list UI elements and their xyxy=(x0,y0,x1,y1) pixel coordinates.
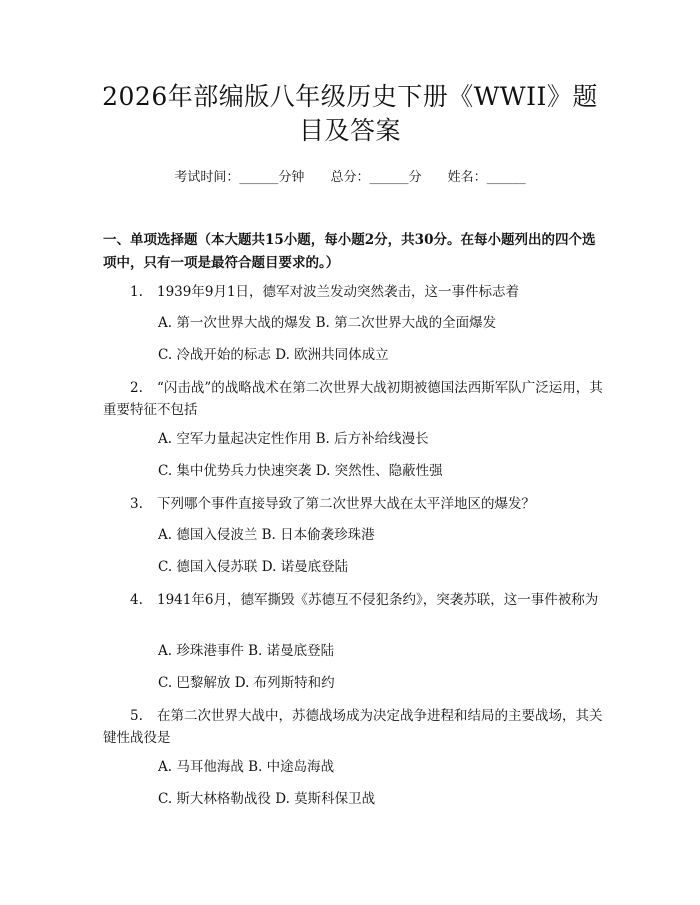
exam-score-field: 总分：______分 xyxy=(330,170,422,185)
exam-info xyxy=(0,169,700,187)
exam-time-field: 考试时间：______分钟 xyxy=(174,170,305,185)
question-text: 1939年9月1日，德军对波兰发动突然袭击，这一事件标志着 xyxy=(157,284,520,300)
document-title: 2026年部编版八年级历史下册《WWII》题目及答案 xyxy=(102,82,598,145)
question-1-options-row-2: C. 冷战开始的标志 D. 欧洲共同体成立 xyxy=(158,347,389,363)
question-number: 3. xyxy=(130,496,143,512)
question-text: 1941年6月，德军撕毁《苏德互不侵犯条约》，突袭苏联，这一事件被称为 xyxy=(157,592,599,608)
question-text: “闪击战”的战略战术在第二次世界大战初期被德国法西斯军队广泛运用，其重要特征不包括 xyxy=(103,380,603,418)
question-3 xyxy=(103,493,603,515)
question-4-options-row-1: A. 珍珠港事件 B. 诺曼底登陆 xyxy=(158,643,335,659)
question-2 xyxy=(103,377,603,421)
question-3-options-row-2: C. 德国入侵苏联 D. 诺曼底登陆 xyxy=(158,559,349,575)
question-4 xyxy=(103,589,603,611)
question-2-options-row-2: C. 集中优势兵力快速突袭 D. 突然性、隐蔽性强 xyxy=(158,463,443,479)
question-number: 1. xyxy=(130,284,143,300)
exam-name-field: 姓名：______ xyxy=(447,170,526,185)
question-5-options-row-2: C. 斯大林格勒战役 D. 莫斯科保卫战 xyxy=(158,791,376,807)
question-1-options-row-1: A. 第一次世界大战的爆发 B. 第二次世界大战的全面爆发 xyxy=(158,315,497,331)
question-5-options-row-1: A. 马耳他海战 B. 中途岛海战 xyxy=(158,759,335,775)
question-3-options-row-1: A. 德国入侵波兰 B. 日本偷袭珍珠港 xyxy=(158,527,375,543)
question-5 xyxy=(103,705,603,749)
question-2-options-row-1: A. 空军力量起决定性作用 B. 后方补给线漫长 xyxy=(158,431,429,447)
question-4-options-row-2: C. 巴黎解放 D. 布列斯特和约 xyxy=(158,675,335,691)
question-1 xyxy=(103,281,603,303)
question-text: 下列哪个事件直接导致了第二次世界大战在太平洋地区的爆发？ xyxy=(157,496,535,512)
question-number: 2. xyxy=(130,380,143,396)
question-number: 5. xyxy=(130,708,143,724)
question-number: 4. xyxy=(130,592,143,608)
question-text: 在第二次世界大战中，苏德战场成为决定战争进程和结局的主要战场，其关键性战役是 xyxy=(103,708,603,746)
section-heading: 一、单项选择题（本大题共15小题，每小题2分，共30分。在每小题列出的四个选项中，只有一项是最符合题目要求的。） xyxy=(103,232,596,271)
